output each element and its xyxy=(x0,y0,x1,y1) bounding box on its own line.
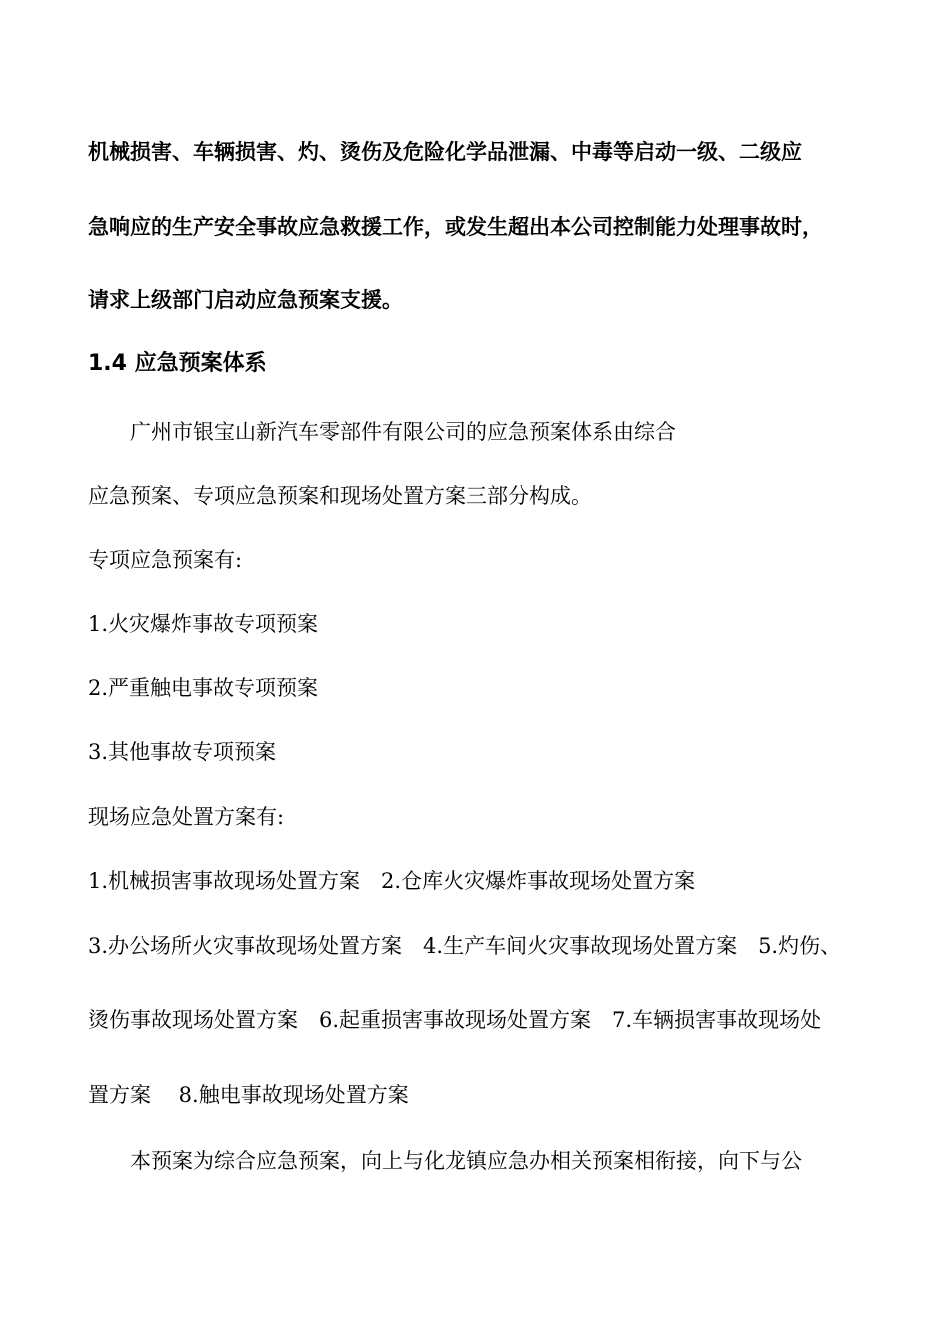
section-heading: 1.4 应急预案体系 xyxy=(88,351,267,376)
onsite-plans-title: 现场应急处置方案有: xyxy=(88,805,285,829)
paragraph-1-line-3: 请求上级部门启动应急预案支援。 xyxy=(88,287,403,312)
paragraph-2-line-2: 应急预案、专项应急预案和现场处置方案三部分构成。 xyxy=(88,484,592,508)
special-plan-item: 3.其他事故专项预案 xyxy=(88,740,277,764)
onsite-plans-line: 3.办公场所火灾事故现场处置方案 4.生产车间火灾事故现场处置方案 5.灼伤、 xyxy=(88,934,842,958)
paragraph-1-line-1: 机械损害、车辆损害、灼、烫伤及危险化学品泄漏、中毒等启动一级、二级应 xyxy=(88,139,802,164)
onsite-plans-line: 烫伤事故现场处置方案 6.起重损害事故现场处置方案 7.车辆损害事故现场处 xyxy=(88,1008,822,1032)
special-plan-item: 2.严重触电事故专项预案 xyxy=(88,676,319,700)
paragraph-3-line-1: 本预案为综合应急预案，向上与化龙镇应急办相关预案相衔接，向下与公 xyxy=(130,1149,802,1173)
special-plan-item: 1.火灾爆炸事故专项预案 xyxy=(88,612,319,636)
paragraph-2-line-1: 广州市银宝山新汽车零部件有限公司的应急预案体系由综合 xyxy=(130,420,676,444)
paragraph-1-line-2: 急响应的生产安全事故应急救援工作，或发生超出本公司控制能力处理事故时， xyxy=(88,214,823,239)
onsite-plans-line: 置方案 8.触电事故现场处置方案 xyxy=(88,1083,409,1107)
onsite-plans-line: 1.机械损害事故现场处置方案 2.仓库火灾爆炸事故现场处置方案 xyxy=(88,869,696,893)
special-plans-title: 专项应急预案有: xyxy=(88,548,243,572)
